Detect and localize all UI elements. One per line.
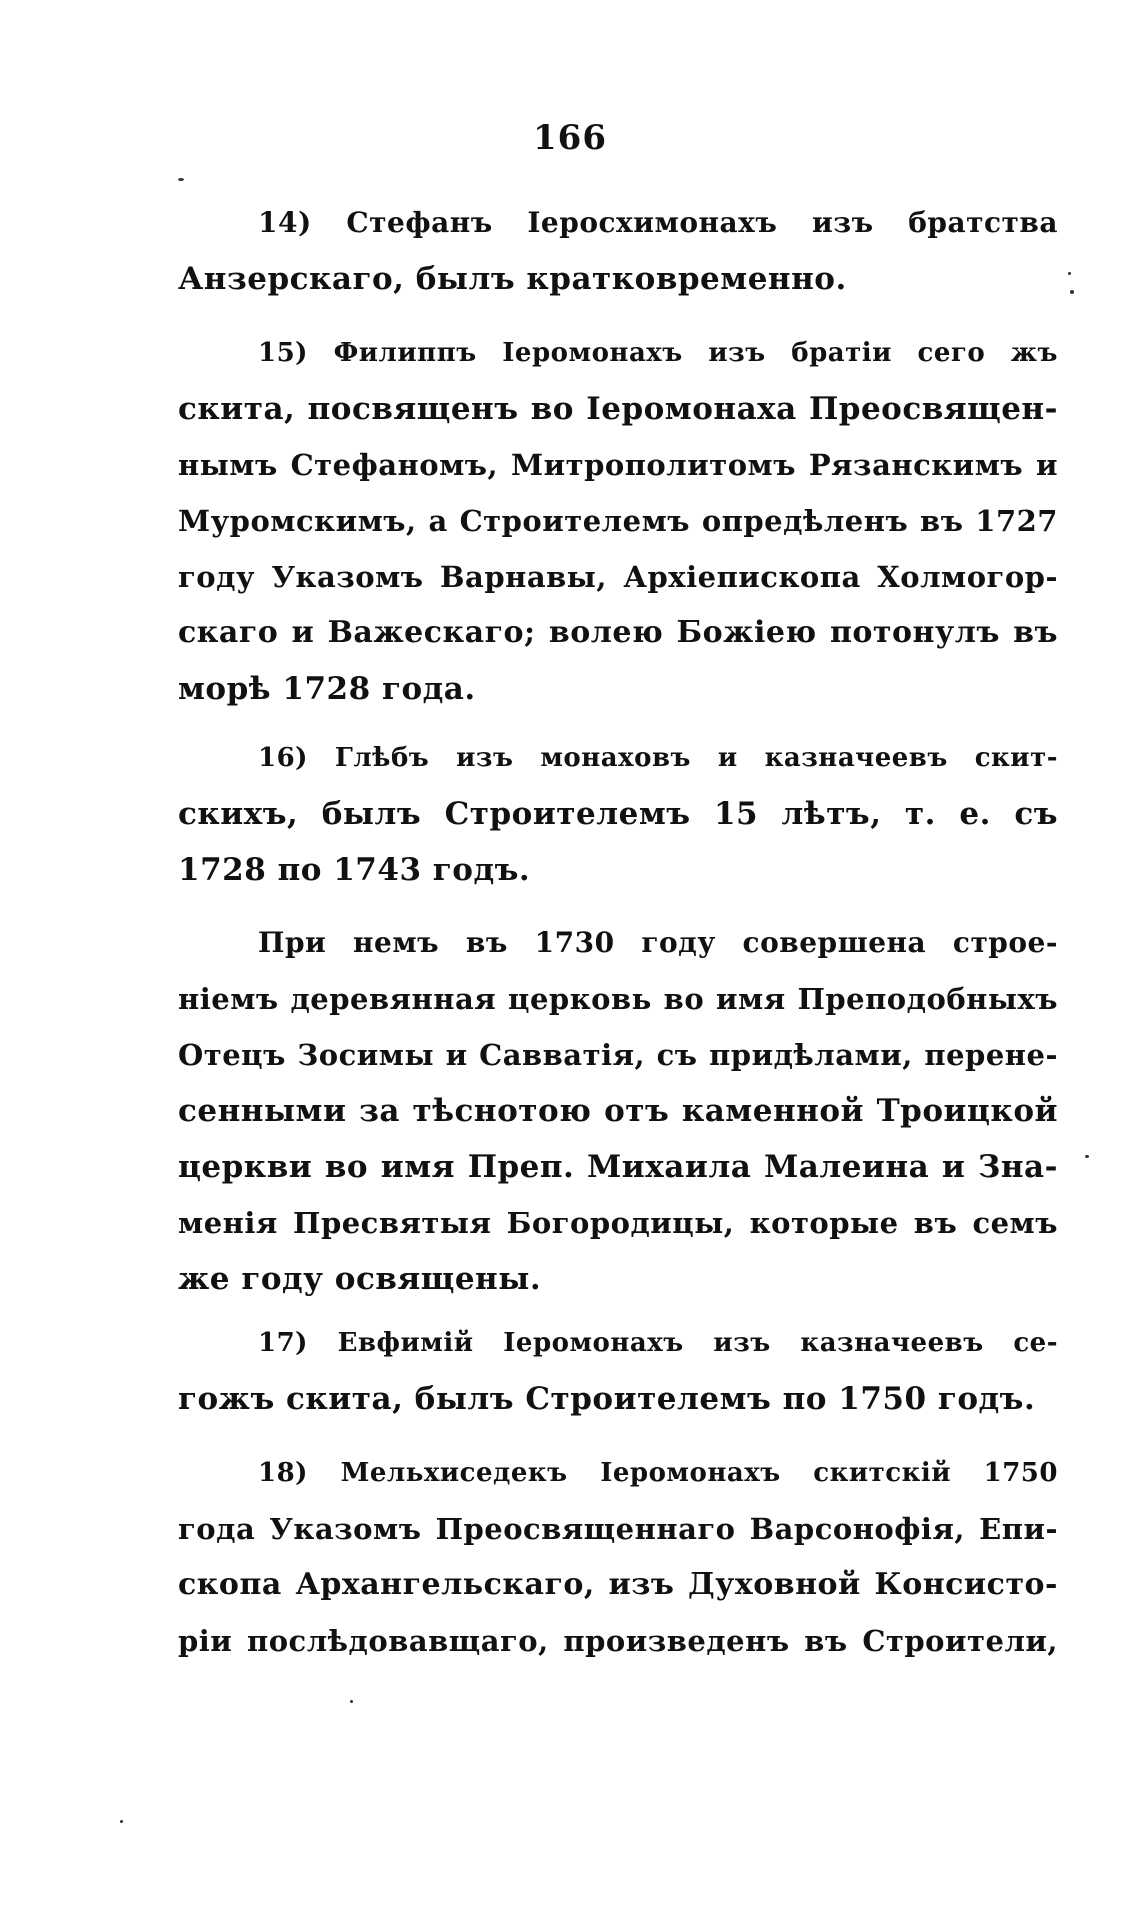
paragraph-18 — [178, 1445, 1058, 1669]
text-line: скаго и Важескаго; волею Божіею потонулъ въ — [178, 615, 1058, 650]
text-line: же году освящены. — [178, 1261, 542, 1297]
text-line: году Указомъ Варнавы, Архіепископа Холмогор- — [178, 560, 1058, 594]
text-line: гожъ скита, былъ Строителемъ по 1750 годъ. — [178, 1381, 1036, 1417]
text-line: При немъ въ 1730 году совершена строе- — [258, 926, 1058, 959]
scan-speck — [178, 178, 184, 181]
page-number: 166 — [533, 118, 607, 158]
text-line: нымъ Стефаномъ, Митрополитомъ Рязанскимъ и — [178, 448, 1058, 482]
paragraph-14 — [178, 195, 1058, 307]
text-line: Муромскимъ, а Строителемъ опредѣленъ въ 1727 — [178, 504, 1058, 538]
paragraph-pri-nem — [178, 915, 1058, 1307]
scan-speck — [1068, 272, 1071, 275]
text-line: скихъ, былъ Строителемъ 15 лѣтъ, т. е. съ — [178, 796, 1058, 832]
text-line: церкви во имя Преп. Михаила Малеина и Зна- — [178, 1149, 1058, 1185]
scan-speck — [120, 1820, 123, 1823]
scan-speck — [1070, 290, 1074, 294]
text-line: ріи послѣдовавщаго, произведенъ въ Строители, — [178, 1624, 1058, 1658]
text-line: сенными за тѣснотою отъ каменной Троицкой — [178, 1093, 1058, 1129]
paragraph-15 — [178, 325, 1058, 717]
text-line: 16) Глѣбъ изъ монаховъ и казначеевъ скит- — [258, 743, 1058, 773]
text-line: скита, посвященъ во Іеромонаха Преосвящен- — [178, 391, 1058, 427]
text-line: скопа Архангельскаго, изъ Духовной Консисто- — [178, 1567, 1058, 1602]
scan-speck — [1085, 1155, 1089, 1158]
scan-speck — [350, 1700, 353, 1703]
text-line: 18) Мельхиседекъ Іеромонахъ скитскій 1750 — [258, 1458, 1058, 1488]
text-line: ніемъ деревянная церковь во имя Преподобныхъ — [178, 982, 1058, 1016]
text-line: 17) Евфимій Іеромонахъ изъ казначеевъ се- — [258, 1328, 1058, 1358]
text-line: года Указомъ Преосвященнаго Варсонофія, Епи- — [178, 1512, 1058, 1546]
text-line: Отецъ Зосимы и Савватія, съ придѣлами, перене- — [178, 1038, 1058, 1072]
paragraph-17 — [178, 1315, 1058, 1427]
text-line: 1728 по 1743 годъ. — [178, 852, 531, 888]
text-line: менія Пресвятыя Богородицы, которые въ семъ — [178, 1206, 1058, 1240]
text-line: 14) Стефанъ Іеросхимонахъ изъ братства — [258, 206, 1058, 239]
text-line: морѣ 1728 года. — [178, 671, 476, 707]
text-line: 15) Филиппъ Іеромонахъ изъ братіи сего жъ — [258, 338, 1058, 368]
paragraph-16 — [178, 730, 1058, 898]
text-line: Анзерскаго, былъ кратковременно. — [178, 261, 847, 297]
